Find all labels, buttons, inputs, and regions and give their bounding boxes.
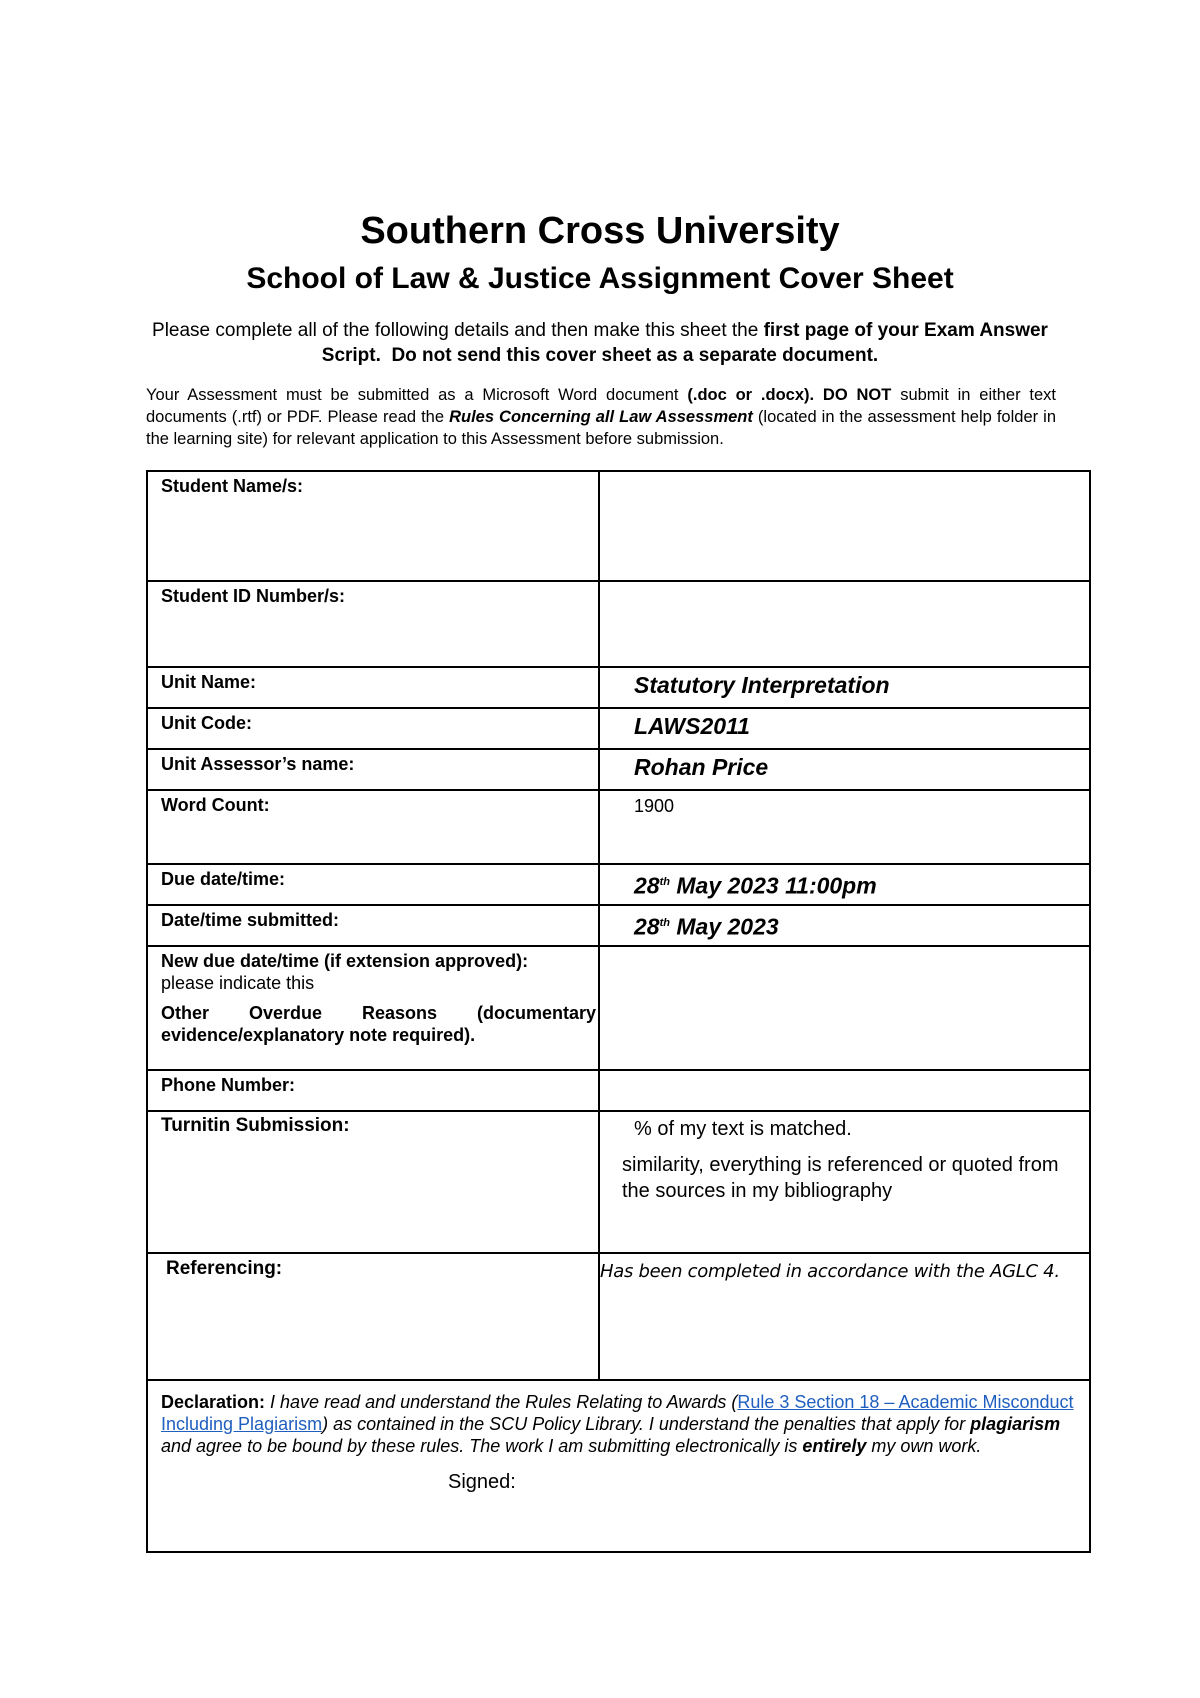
unit-code-label: Unit Code: [147, 708, 599, 749]
phone-row [147, 1070, 1090, 1111]
rule-3-section-18-link[interactable]: Rule 3 Section 18 – Academic Misconduct Including Plagiarism [161, 1392, 1074, 1434]
submission-instructions [146, 384, 1056, 450]
new-due-label: New due date/time (if extension approved): [161, 951, 529, 971]
overdue-reasons-label: Other Overdue Reasons (documentary evidence/explanatory note required). [161, 1003, 596, 1045]
unit-name-field[interactable] [599, 667, 1090, 708]
instr2-e: (located in the assessment help folder in the learning site) for relevant application to this Assessment before submission. [146, 408, 1056, 448]
declaration-text [161, 1391, 1079, 1457]
submitted-sup: th [659, 917, 670, 929]
due-date-value [634, 869, 877, 897]
declaration-text4: my own work. [866, 1436, 982, 1456]
new-due-note: please indicate this [161, 973, 315, 993]
submitted-day: 28 [634, 913, 660, 940]
turnitin-similarity-text: similarity, everything is referenced or quoted from the sources in my bibliography [622, 1154, 1059, 1202]
assessor-field[interactable] [599, 749, 1090, 790]
declaration-text2: ) as contained in the SCU Policy Library. I understand the penalties that apply for [322, 1414, 971, 1434]
declaration-text3: and agree to be bound by these rules. The work I am submitting electronically is [161, 1436, 803, 1456]
word-count-field[interactable] [599, 790, 1090, 864]
referencing-label: Referencing: [147, 1253, 599, 1380]
declaration-text1: I have read and understand the Rules Relating to Awards ( [265, 1392, 738, 1412]
new-due-cell [147, 946, 599, 1070]
due-rest: May 2023 11:00pm [669, 872, 877, 899]
declaration-entirely: entirely [802, 1436, 867, 1456]
instr-bold-first-page: first page of your Exam Answer Script. [321, 320, 1048, 366]
instr2-b: (.doc or .docx). DO NOT [687, 386, 892, 404]
declaration-plagiarism: plagiarism [970, 1414, 1061, 1434]
instr2-a: Your Assessment must be submitted as a Microsoft Word document [146, 386, 688, 404]
assessor-row [147, 749, 1090, 790]
phone-field[interactable] [599, 1070, 1090, 1111]
turnitin-row [147, 1111, 1090, 1253]
signed-label: Signed: [448, 1471, 516, 1493]
cover-sheet-table [146, 470, 1091, 1553]
rules-concerning-title: Rules Concerning all Law Assessment [449, 408, 753, 426]
due-day: 28 [634, 872, 660, 899]
due-date-field[interactable] [599, 864, 1090, 905]
declaration-label: Declaration: [161, 1392, 266, 1412]
due-sup: th [659, 876, 670, 888]
submitted-rest: May 2023 [669, 913, 779, 940]
due-date-label: Due date/time: [147, 864, 599, 905]
declaration-row [147, 1380, 1090, 1552]
turnitin-label: Turnitin Submission: [147, 1111, 599, 1253]
new-due-field[interactable] [599, 946, 1090, 1070]
assessor-label: Unit Assessor’s name: [147, 749, 599, 790]
submitted-field[interactable] [599, 905, 1090, 946]
referencing-row [147, 1253, 1090, 1380]
submitted-row [147, 905, 1090, 946]
unit-name-value: Statutory Interpretation [634, 672, 890, 698]
word-count-row [147, 790, 1090, 864]
student-name-row [147, 471, 1090, 581]
instr-bold-separate: Do not send this cover sheet as a separate document. [391, 345, 879, 366]
referencing-field[interactable] [599, 1253, 1090, 1380]
word-count-label: Word Count: [147, 790, 599, 864]
instr-text: Please complete all of the following details and then make this sheet the [152, 320, 764, 341]
student-id-field[interactable] [599, 581, 1090, 667]
referencing-value: Has been completed in accordance with the AGLC 4. [600, 1261, 1060, 1282]
student-name-field[interactable] [599, 471, 1090, 581]
instr2-c: submit in either text documents (.rtf) or PDF. Please read the [146, 386, 1056, 426]
submitted-value [634, 910, 779, 938]
unit-code-field[interactable] [599, 708, 1090, 749]
turnitin-match-text: % of my text is matched. [634, 1118, 852, 1140]
unit-name-row [147, 667, 1090, 708]
student-id-row [147, 581, 1090, 667]
submitted-label: Date/time submitted: [147, 905, 599, 946]
cover-sheet-subtitle: School of Law & Justice Assignment Cover Sheet [246, 262, 954, 295]
due-date-row [147, 864, 1090, 905]
student-id-label: Student ID Number/s: [147, 581, 599, 667]
turnitin-field[interactable] [599, 1111, 1090, 1253]
student-name-label: Student Name/s: [147, 471, 599, 581]
unit-code-value: LAWS2011 [634, 713, 750, 739]
phone-label: Phone Number: [147, 1070, 599, 1111]
new-due-row [147, 946, 1090, 1070]
unit-code-row [147, 708, 1090, 749]
word-count-value: 1900 [634, 796, 675, 816]
declaration-cell [147, 1380, 1090, 1552]
completion-instructions [120, 318, 1080, 368]
university-title: Southern Cross University [360, 210, 840, 252]
unit-name-label: Unit Name: [147, 667, 599, 708]
assessor-value: Rohan Price [634, 754, 769, 780]
